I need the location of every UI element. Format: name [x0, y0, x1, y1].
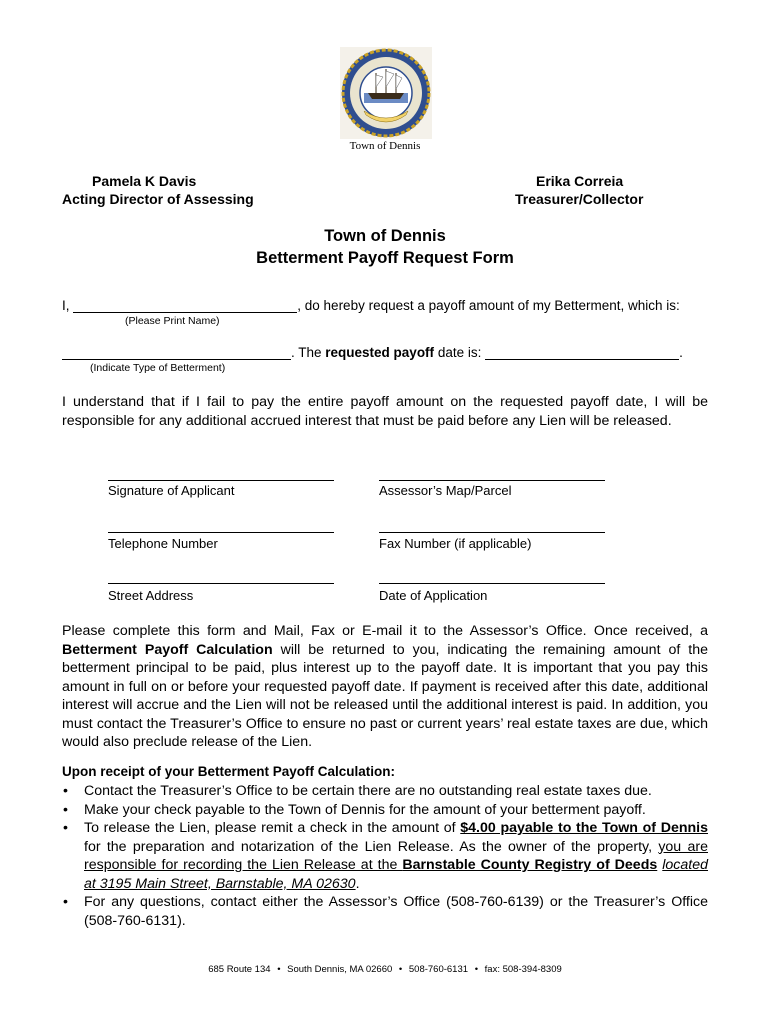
- right-official-name: Erika Correia: [536, 173, 624, 189]
- seal-emblem: [340, 47, 432, 139]
- date-suffix: date is:: [434, 345, 482, 360]
- date-end: .: [679, 345, 683, 360]
- instructions-intro: Please complete this form and Mail, Fax or E-mail it to the Assessor’s Office. Once received, a: [62, 623, 708, 639]
- footer-address: 685 Route 134: [208, 964, 271, 975]
- registry-location: located at 3195 Main Street, Barnstable, MA 02630: [84, 857, 709, 892]
- signature-label: Signature of Applicant: [108, 483, 235, 498]
- understand-paragraph: I understand that if I fail to pay the entire payoff amount on the requested payoff date, I will be responsible for any additional accrued interest that must be paid before any Lien will be released.: [62, 394, 708, 429]
- telephone-line[interactable]: [108, 532, 334, 533]
- receipt-list: [62, 782, 708, 930]
- date-application-line[interactable]: [379, 583, 605, 584]
- street-address-label: Street Address: [108, 588, 194, 603]
- fax-label: Fax Number (if applicable): [379, 536, 532, 551]
- request-prefix: I,: [62, 298, 70, 313]
- footer-town: South Dennis, MA 02660: [287, 964, 393, 975]
- footer-separator: •: [474, 964, 479, 975]
- footer-separator: •: [277, 964, 281, 975]
- street-address-line[interactable]: [108, 583, 334, 584]
- footer-separator: •: [398, 964, 403, 975]
- seal-caption: Town of Dennis: [349, 140, 421, 152]
- footer-phone: 508-760-6131: [408, 964, 469, 975]
- registry-name: Barnstable County Registry of Deeds: [402, 857, 658, 873]
- footer-fax: fax: 508-394-8309: [484, 964, 562, 975]
- print-name-hint: (Please Print Name): [125, 315, 220, 327]
- payment-amount: $4.00 payable to the Town of Dennis: [460, 820, 708, 836]
- list-item: • Make your check payable to the Town of Dennis for the amount of your betterment payoff.: [63, 801, 646, 818]
- left-official-name: Pamela K Davis: [92, 173, 197, 189]
- date-bold: requested payoff: [325, 345, 435, 360]
- betterment-type-field[interactable]: [62, 345, 291, 360]
- signature-line[interactable]: [108, 480, 334, 481]
- map-parcel-line[interactable]: [379, 480, 605, 481]
- telephone-label: Telephone Number: [108, 536, 218, 551]
- town-seal-logo: [340, 47, 432, 139]
- map-parcel-label: Assessor’s Map/Parcel: [379, 483, 512, 498]
- footer-contact: [0, 964, 770, 975]
- date-prefix: . The: [291, 345, 326, 360]
- list-item: • To release the Lien, please remit a check in the amount of $4.00 payable to the Town of Dennis for the preparation and notarization of the Lien Release. As the owner of the property, you are responsible for recording the Lien Release at the Barnstable County Registry of Deeds located at 3195 Main Street, Barnstable, MA 02630.: [63, 820, 709, 892]
- instructions-body: will be returned to you, indicating the remaining amount of the betterment principal to be paid, plus interest up to the payoff date. It is important that you pay this amount in full on or before your requested payoff date. If payment is received after this date, additional interest will accrue and the Lien will not be released until the additional interest is paid. In addition, you must contact the Treasurer’s Office to ensure no past or current years’ real estate taxes are due, which would also preclude release of the Lien.: [62, 641, 708, 750]
- instructions-bold: Betterment Payoff Calculation: [62, 641, 273, 658]
- date-application-label: Date of Application: [379, 588, 488, 603]
- request-line: [62, 298, 680, 313]
- left-official-title: Acting Director of Assessing: [62, 191, 254, 207]
- right-official-title: Treasurer/Collector: [515, 191, 644, 207]
- form-title: Betterment Payoff Request Form: [256, 249, 514, 267]
- page-title: Town of Dennis: [324, 227, 446, 245]
- betterment-type-hint: (Indicate Type of Betterment): [90, 362, 226, 374]
- fax-line[interactable]: [379, 532, 605, 533]
- request-suffix: , do hereby request a payoff amount of my Betterment, which is:: [297, 298, 680, 313]
- instructions-paragraph: [62, 622, 708, 752]
- left-official: [92, 172, 196, 190]
- print-name-field[interactable]: [73, 298, 297, 313]
- list-item: • For any questions, contact either the Assessor’s Office (508-760-6139) or the Treasurer’s Office (508-760-6131).: [63, 894, 708, 929]
- list-item: • Contact the Treasurer’s Office to be certain there are no outstanding real estate taxes due.: [63, 783, 652, 799]
- payoff-date-field[interactable]: [485, 345, 679, 360]
- receipt-heading: Upon receipt of your Betterment Payoff Calculation:: [62, 764, 396, 779]
- betterment-line: [62, 345, 683, 360]
